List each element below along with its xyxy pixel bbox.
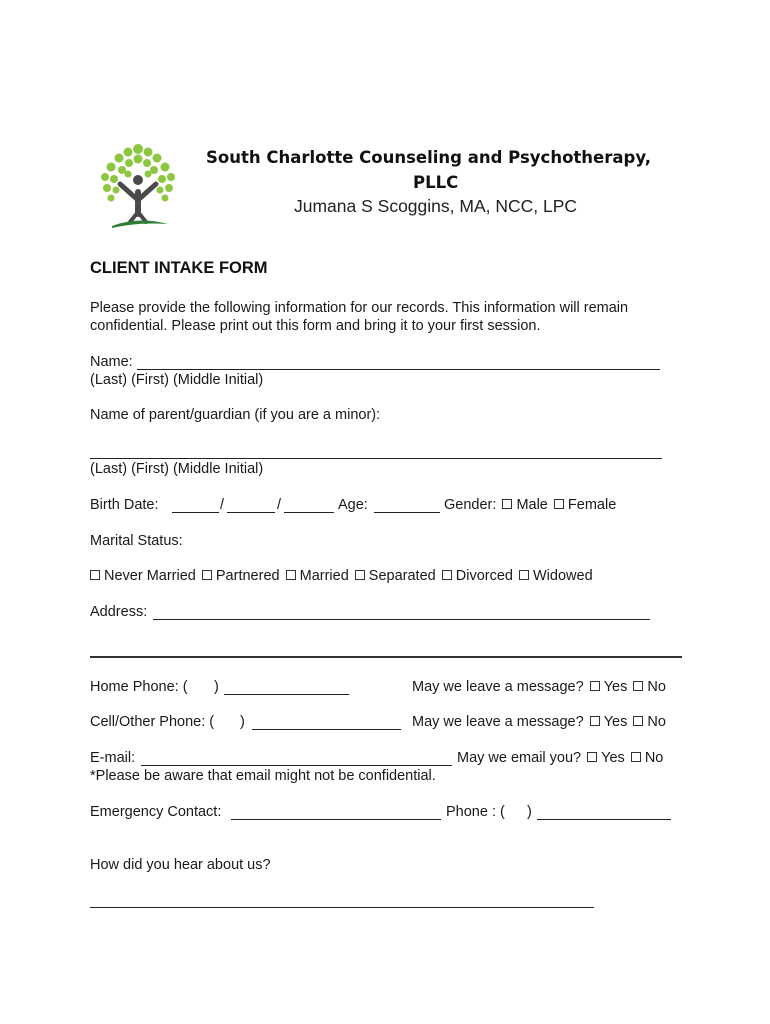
age-field[interactable] — [374, 512, 440, 513]
birth-date-label: Birth Date: — [90, 497, 159, 513]
form-title: CLIENT INTAKE FORM — [90, 259, 268, 277]
separated-label: Separated — [368, 568, 436, 584]
partnered-checkbox[interactable] — [202, 570, 212, 580]
married-label: Married — [299, 568, 349, 584]
referral-field[interactable] — [90, 907, 594, 908]
gender-male-checkbox[interactable] — [502, 499, 512, 509]
emergency-phone-field[interactable] — [537, 819, 671, 820]
name-field[interactable] — [137, 369, 660, 370]
emergency-phone-close-paren: ) — [527, 804, 532, 820]
referral-question: How did you hear about us? — [90, 857, 271, 873]
email-yes-checkbox[interactable] — [587, 752, 597, 762]
cell-message-no-checkbox[interactable] — [633, 716, 643, 726]
widowed-checkbox[interactable] — [519, 570, 529, 580]
home-message-yes-checkbox[interactable] — [590, 681, 600, 691]
partnered-label: Partnered — [215, 568, 280, 584]
name-label: Name: — [90, 354, 133, 370]
gender-row — [444, 496, 616, 514]
name-hint: (Last) (First) (Middle Initial) — [90, 372, 264, 388]
org-name-line2: PLLC — [413, 173, 459, 192]
never-married-checkbox[interactable] — [90, 570, 100, 580]
home-message-yes-label: Yes — [603, 679, 628, 695]
widowed-label: Widowed — [533, 568, 593, 584]
cell-message-yes-label: Yes — [603, 714, 628, 730]
married-checkbox[interactable] — [286, 570, 296, 580]
cell-message-no-label: No — [647, 714, 666, 730]
home-message-row — [412, 678, 666, 696]
email-label: E-mail: — [90, 750, 136, 766]
birth-slash-2: / — [277, 497, 282, 513]
cell-message-row — [412, 713, 666, 731]
gender-male-label: Male — [516, 497, 548, 513]
divorced-label: Divorced — [455, 568, 513, 584]
home-message-no-label: No — [647, 679, 666, 695]
logo-tree-icon — [98, 140, 180, 234]
separated-checkbox[interactable] — [355, 570, 365, 580]
email-no-label: No — [644, 750, 664, 766]
gender-female-label: Female — [567, 497, 617, 513]
cell-message-yes-checkbox[interactable] — [590, 716, 600, 726]
birth-month-field[interactable] — [172, 512, 219, 513]
home-phone-close-paren: ) — [214, 679, 219, 695]
section-divider — [90, 656, 682, 658]
email-question: May we email you? — [457, 750, 582, 766]
age-label: Age: — [338, 497, 368, 513]
org-name-line1: South Charlotte Counseling and Psychotherapy, — [206, 148, 652, 167]
guardian-label: Name of parent/guardian (if you are a minor): — [90, 407, 381, 423]
emergency-contact-field[interactable] — [231, 819, 441, 820]
email-no-checkbox[interactable] — [631, 752, 641, 762]
cell-message-question: May we leave a message? — [412, 714, 584, 730]
cell-phone-label: Cell/Other Phone: ( — [90, 714, 215, 730]
provider-name: Jumana S Scoggins, MA, NCC, LPC — [294, 196, 578, 216]
email-consent-row — [457, 749, 663, 767]
home-message-no-checkbox[interactable] — [633, 681, 643, 691]
emergency-phone-label: Phone : ( — [446, 804, 505, 820]
birth-year-field[interactable] — [284, 512, 334, 513]
marital-status-label: Marital Status: — [90, 533, 183, 549]
gender-label: Gender: — [444, 497, 497, 513]
divorced-checkbox[interactable] — [442, 570, 452, 580]
intro-text-line1: Please provide the following information for our records. This information will remain — [90, 300, 629, 316]
marital-options-row — [88, 567, 593, 585]
birth-day-field[interactable] — [227, 512, 275, 513]
email-yes-label: Yes — [601, 750, 625, 766]
emergency-contact-label: Emergency Contact: — [90, 804, 222, 820]
home-phone-label: Home Phone: ( — [90, 679, 188, 695]
guardian-hint: (Last) (First) (Middle Initial) — [90, 461, 264, 477]
home-phone-field[interactable] — [224, 694, 349, 695]
gender-female-checkbox[interactable] — [554, 499, 564, 509]
home-message-question: May we leave a message? — [412, 679, 584, 695]
cell-phone-close-paren: ) — [240, 714, 245, 730]
address-field[interactable] — [153, 619, 650, 620]
email-field[interactable] — [141, 765, 452, 766]
guardian-name-field[interactable] — [90, 458, 662, 459]
address-label: Address: — [90, 604, 148, 620]
never-married-label: Never Married — [104, 568, 196, 584]
email-note: *Please be aware that email might not be confidential. — [90, 768, 436, 784]
cell-phone-field[interactable] — [252, 729, 401, 730]
birth-slash-1: / — [220, 497, 225, 513]
intro-text-line2: confidential. Please print out this form and bring it to your first session. — [90, 318, 541, 334]
